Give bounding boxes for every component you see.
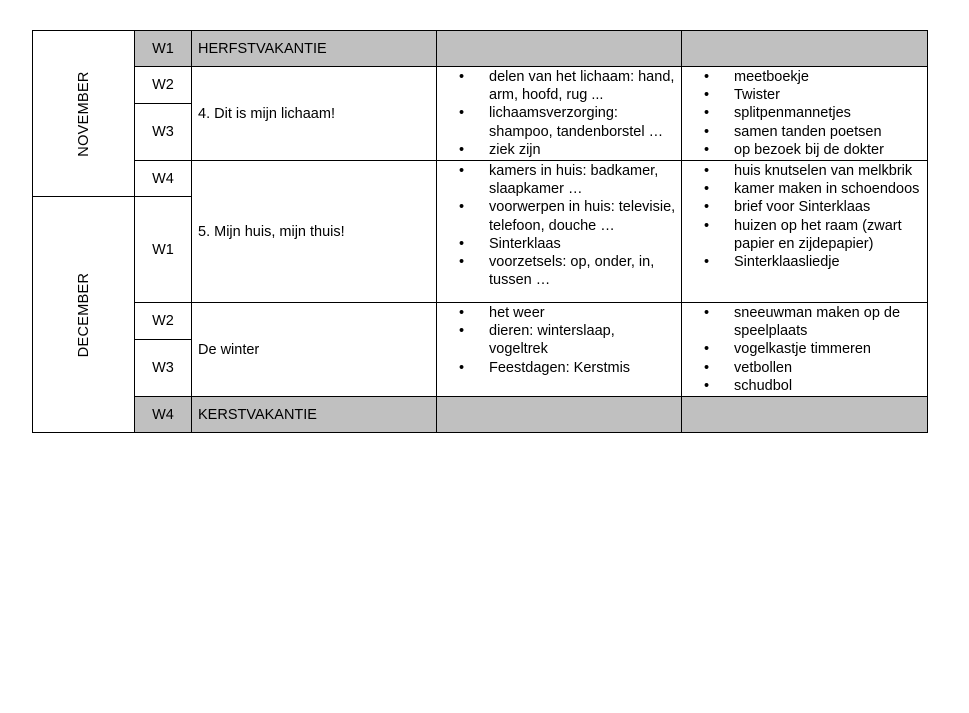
list-item: • samen tanden poetsen	[704, 123, 923, 141]
activities-cell	[682, 67, 928, 161]
month-label: NOVEMBER	[75, 70, 92, 157]
words-list	[459, 162, 677, 289]
empty-cell	[437, 397, 682, 433]
month-november	[33, 31, 135, 197]
list-item: • kamers in huis: badkamer, slaapkamer …	[459, 162, 677, 198]
table-row	[33, 67, 928, 104]
list-item: • kamer maken in schoendoos	[704, 180, 923, 198]
list-item: • Sinterklaasliedje	[704, 253, 923, 271]
list-item: • dieren: winterslaap, vogeltrek	[459, 322, 677, 358]
words-list	[459, 68, 677, 159]
activities-list	[704, 162, 923, 271]
list-item: • schudbol	[704, 377, 923, 395]
list-item: • ziek zijn	[459, 141, 677, 159]
week-cell: W1	[135, 31, 192, 67]
words-cell	[437, 67, 682, 161]
planning-table	[32, 30, 928, 433]
week-cell: W2	[135, 67, 192, 104]
list-item: • huizen op het raam (zwart papier en zijdepapier)	[704, 217, 923, 253]
table-row	[33, 303, 928, 340]
week-cell: W3	[135, 340, 192, 397]
list-item: • lichaamsverzorging: shampoo, tandenborstel …	[459, 104, 677, 140]
words-cell	[437, 303, 682, 397]
list-item: • Sinterklaas	[459, 235, 677, 253]
activities-cell	[682, 303, 928, 397]
empty-cell	[682, 397, 928, 433]
table-row	[33, 31, 928, 67]
list-item: • delen van het lichaam: hand, arm, hoofd, rug ...	[459, 68, 677, 104]
theme-cell: De winter	[192, 303, 437, 397]
list-item: • huis knutselen van melkbrik	[704, 162, 923, 180]
month-label: DECEMBER	[75, 272, 92, 357]
list-item: • vogelkastje timmeren	[704, 340, 923, 358]
words-cell	[437, 161, 682, 303]
words-list	[459, 304, 677, 377]
activities-list	[704, 304, 923, 395]
list-item: • op bezoek bij de dokter	[704, 141, 923, 159]
list-item: • Twister	[704, 86, 923, 104]
list-item: • voorwerpen in huis: televisie, telefoon, douche …	[459, 198, 677, 234]
week-cell: W3	[135, 103, 192, 160]
list-item: • voorzetsels: op, onder, in, tussen …	[459, 253, 677, 289]
week-cell: W1	[135, 197, 192, 303]
activities-cell	[682, 161, 928, 303]
list-item: • Feestdagen: Kerstmis	[459, 359, 677, 377]
list-item: • vetbollen	[704, 359, 923, 377]
table-row	[33, 161, 928, 197]
list-item: • splitpenmannetjes	[704, 104, 923, 122]
empty-cell	[682, 31, 928, 67]
theme-cell: 4. Dit is mijn lichaam!	[192, 67, 437, 161]
list-item: • sneeuwman maken op de speelplaats	[704, 304, 923, 340]
theme-cell: 5. Mijn huis, mijn thuis!	[192, 161, 437, 303]
table-row	[33, 397, 928, 433]
week-cell: W4	[135, 161, 192, 197]
list-item: • het weer	[459, 304, 677, 322]
theme-cell: KERSTVAKANTIE	[192, 397, 437, 433]
week-cell: W4	[135, 397, 192, 433]
week-cell: W2	[135, 303, 192, 340]
activities-list	[704, 68, 923, 159]
list-item: • brief voor Sinterklaas	[704, 198, 923, 216]
month-december	[33, 197, 135, 433]
list-item: • meetboekje	[704, 68, 923, 86]
empty-cell	[437, 31, 682, 67]
theme-cell: HERFSTVAKANTIE	[192, 31, 437, 67]
